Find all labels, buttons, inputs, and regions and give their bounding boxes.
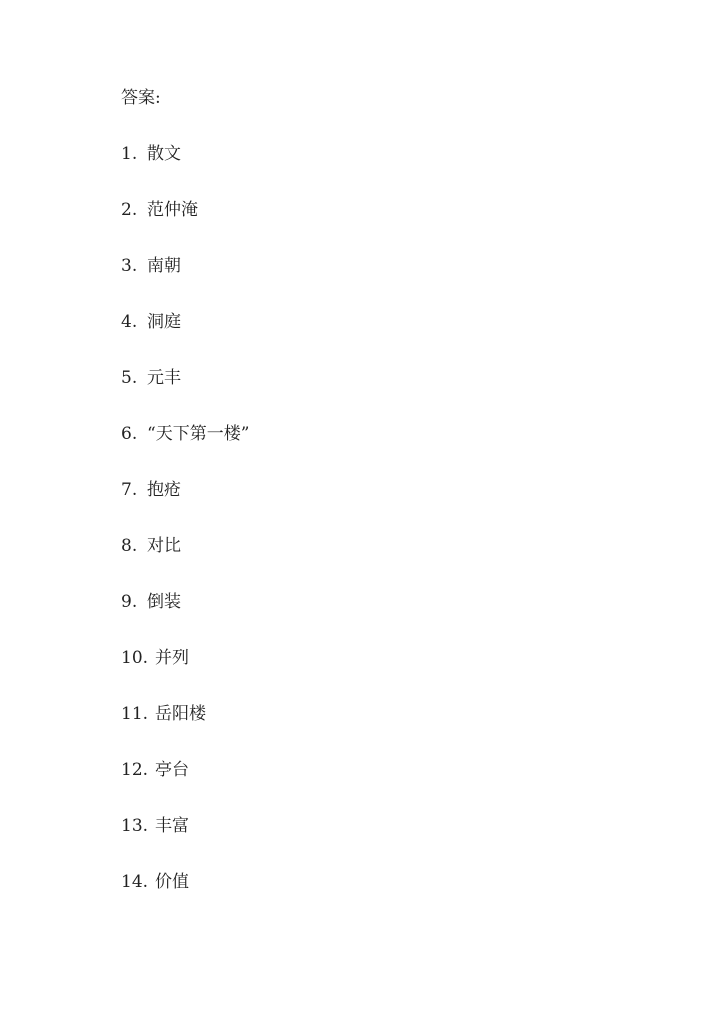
answer-item — [121, 702, 249, 758]
answer-number: 14. — [121, 872, 149, 892]
answer-text: 对比 — [147, 536, 181, 556]
answer-text: 抱疮 — [147, 480, 181, 500]
answer-item — [121, 534, 249, 590]
answer-text: 丰富 — [155, 816, 189, 836]
answer-item — [121, 478, 249, 534]
answer-item — [121, 758, 249, 814]
answer-number: 13. — [121, 816, 149, 836]
answer-item — [121, 590, 249, 646]
answer-item — [121, 142, 249, 198]
answer-number: 3. — [121, 256, 138, 276]
answer-text: 元丰 — [147, 368, 181, 388]
answer-number: 1. — [121, 144, 138, 164]
answer-number: 6. — [121, 424, 138, 444]
answer-text: 散文 — [147, 144, 181, 164]
answer-item — [121, 366, 249, 422]
answer-item — [121, 646, 249, 702]
answer-number: 7. — [121, 480, 138, 500]
answer-number: 9. — [121, 592, 138, 612]
answer-text: 亭台 — [155, 760, 189, 780]
answer-item — [121, 870, 249, 926]
answer-number: 5. — [121, 368, 138, 388]
answer-number: 12. — [121, 760, 149, 780]
answer-text: “天下第一楼” — [147, 424, 250, 444]
answer-heading: 答案: — [121, 88, 161, 108]
answer-number: 11. — [121, 704, 149, 724]
answer-item — [121, 254, 249, 310]
answer-item — [121, 422, 249, 478]
answer-item — [121, 310, 249, 366]
answer-number: 10. — [121, 648, 149, 668]
answer-text: 范仲淹 — [147, 200, 198, 220]
answer-number: 4. — [121, 312, 138, 332]
answer-item — [121, 198, 249, 254]
answer-text: 倒装 — [147, 592, 181, 612]
answer-text: 南朝 — [147, 256, 181, 276]
answer-item — [121, 814, 249, 870]
answer-text: 洞庭 — [147, 312, 181, 332]
answer-list — [121, 142, 249, 926]
answer-text: 价值 — [155, 872, 189, 892]
answer-text: 并列 — [155, 648, 189, 668]
answer-number: 2. — [121, 200, 138, 220]
answer-number: 8. — [121, 536, 138, 556]
answer-text: 岳阳楼 — [155, 704, 206, 724]
